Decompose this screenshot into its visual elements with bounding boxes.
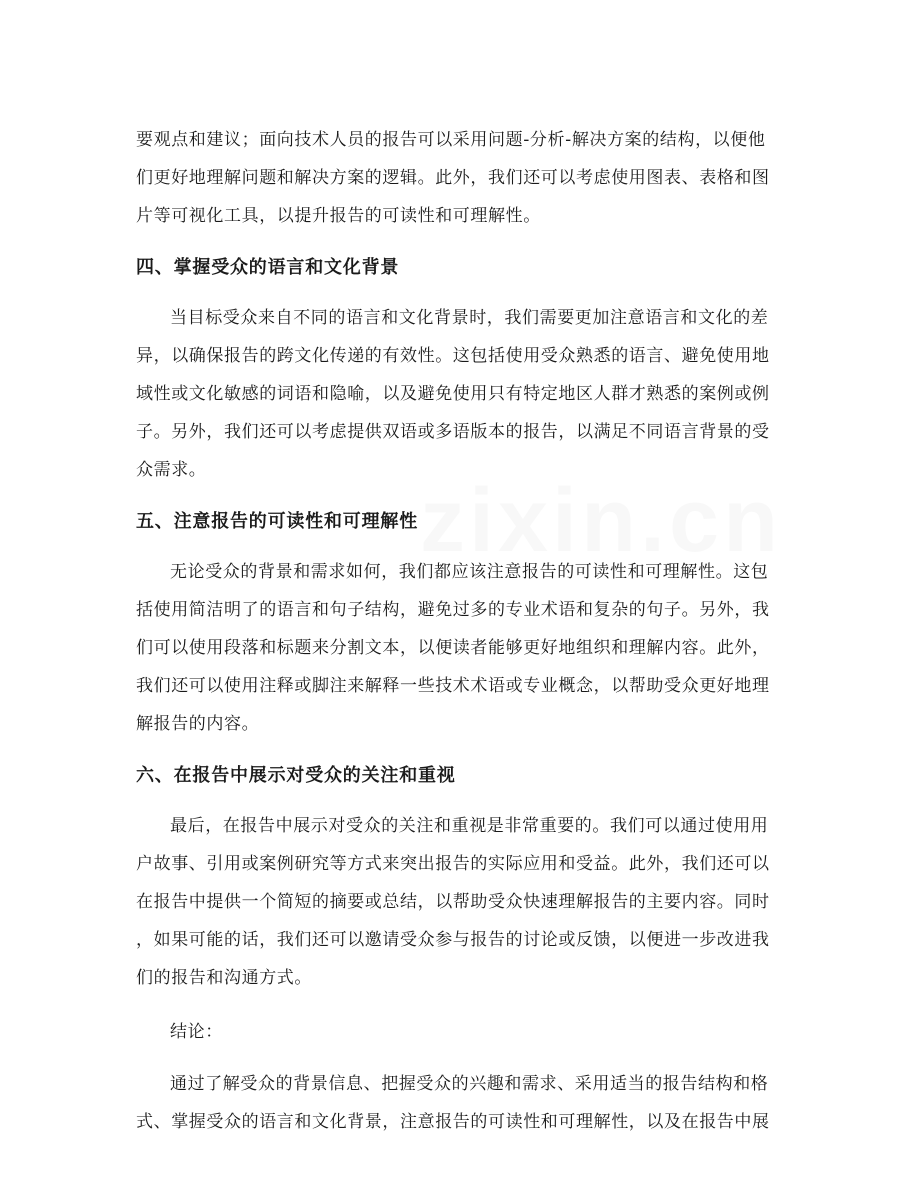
paragraph-line: ，如果可能的话，我们还可以邀请受众参与报告的讨论或反馈，以便进一步改进我 xyxy=(136,930,770,950)
paragraph-line: 户故事、引用或案例研究等方式来突出报告的实际应用和受益。此外，我们还可以 xyxy=(136,854,770,874)
paragraph-line: 要观点和建议；面向技术人员的报告可以采用问题-分析-解决方案的结构，以便他 xyxy=(136,130,766,150)
paragraph-line: 解报告的内容。 xyxy=(136,714,260,734)
paragraph-line: 无论受众的背景和需求如何，我们都应该注意报告的可读性和可理解性。这包 xyxy=(170,562,769,582)
paragraph-line: 括使用简洁明了的语言和句子结构，避免过多的专业术语和复杂的句子。另外，我 xyxy=(136,600,770,620)
paragraph-line: 子。另外，我们还可以考虑提供双语或多语版本的报告，以满足不同语言背景的受 xyxy=(136,422,770,442)
paragraph-line: 当目标受众来自不同的语言和文化背景时，我们需要更加注意语言和文化的差 xyxy=(170,308,769,328)
section4-heading: 四、掌握受众的语言和文化背景 xyxy=(136,257,400,278)
paragraph-line: 域性或文化敏感的词语和隐喻，以及避免使用只有特定地区人群才熟悉的案例或例 xyxy=(136,384,770,404)
paragraph-line: 片等可视化工具，以提升报告的可读性和可理解性。 xyxy=(136,206,541,226)
paragraph-line: 我们还可以使用注释或脚注来解释一些技术术语或专业概念，以帮助受众更好地理 xyxy=(136,676,770,696)
paragraph-line: 们更好地理解问题和解决方案的逻辑。此外，我们还可以考虑使用图表、表格和图 xyxy=(136,168,770,188)
section5-heading: 五、注意报告的可读性和可理解性 xyxy=(136,511,418,532)
paragraph-line: 们可以使用段落和标题来分割文本，以便读者能够更好地组织和理解内容。此外， xyxy=(136,638,770,658)
paragraph-line: 异，以确保报告的跨文化传递的有效性。这包括使用受众熟悉的语言、避免使用地 xyxy=(136,346,770,366)
section6-heading: 六、在报告中展示对受众的关注和重视 xyxy=(136,765,456,786)
paragraph-line: 最后，在报告中展示对受众的关注和重视是非常重要的。我们可以通过使用用 xyxy=(170,816,769,836)
watermark xyxy=(420,470,782,573)
paragraph-line: 众需求。 xyxy=(136,460,207,480)
paragraph-line: 们的报告和沟通方式。 xyxy=(136,968,312,988)
paragraph-line: 在报告中提供一个简短的摘要或总结，以帮助受众快速理解报告的主要内容。同时 xyxy=(136,892,770,912)
conclusion-label: 结论： xyxy=(170,1022,223,1042)
paragraph-line: 通过了解受众的背景信息、把握受众的兴趣和需求、采用适当的报告结构和格 xyxy=(170,1074,769,1094)
paragraph-line: 式、掌握受众的语言和文化背景，注意报告的可读性和可理解性，以及在报告中展 xyxy=(136,1112,770,1132)
